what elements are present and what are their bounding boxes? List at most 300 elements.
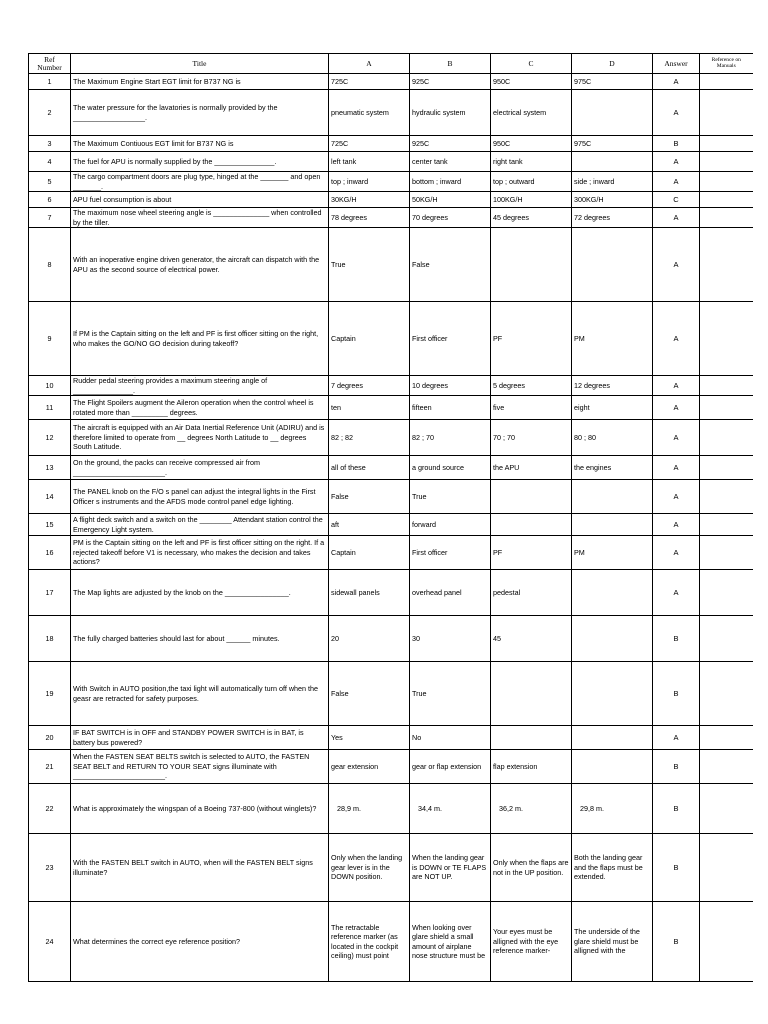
option-c [491, 902, 572, 982]
option-b [410, 480, 491, 514]
answer-cell [653, 456, 700, 480]
option-c-text: top ; outward [493, 176, 535, 186]
question-title-text: On the ground, the packs can receive compressed air from _______________________. [73, 458, 260, 477]
option-c [491, 784, 572, 834]
reference-cell [700, 514, 753, 536]
reference-cell [700, 74, 753, 90]
option-a [329, 726, 410, 750]
option-c [491, 834, 572, 902]
option-b-text: a ground source [412, 462, 464, 472]
question-title-text: When the FASTEN SEAT BELTS switch is selected to AUTO, the FASTEN SEAT BELT and RETURN TO YOUR SEAT signs illuminate with _______________________. [73, 752, 310, 781]
option-b [410, 152, 491, 172]
answer-cell-text: C [673, 194, 679, 204]
table-row [29, 784, 753, 834]
question-number-text: 13 [45, 462, 54, 472]
option-b [410, 420, 491, 456]
option-b-text: 30 [412, 633, 420, 643]
option-a [329, 90, 410, 136]
question-number [29, 570, 71, 616]
reference-cell [700, 192, 753, 208]
option-b-text: fifteen [412, 402, 432, 412]
reference-cell [700, 750, 753, 784]
question-title [71, 662, 329, 726]
reference-cell [700, 662, 753, 726]
option-a [329, 834, 410, 902]
option-a-text: pneumatic system [331, 107, 389, 117]
option-c-text: 950C [493, 138, 511, 148]
option-c-text: electrical system [493, 107, 547, 117]
option-c [491, 302, 572, 376]
question-title-text: The Map lights are adjusted by the knob on the ________________. [73, 587, 291, 597]
option-c [491, 420, 572, 456]
option-c [491, 90, 572, 136]
option-d [572, 536, 653, 570]
option-a-text: The retractable reference marker (as located in the cockpit ceiling) must point [331, 922, 399, 960]
reference-cell [700, 90, 753, 136]
reference-cell [700, 536, 753, 570]
table-row [29, 902, 753, 982]
question-number-text: 18 [45, 633, 54, 643]
option-a [329, 570, 410, 616]
answer-cell-text: A [673, 547, 679, 557]
option-c-text: PF [493, 547, 503, 557]
option-b [410, 396, 491, 420]
question-title [71, 74, 329, 90]
option-c [491, 208, 572, 228]
question-number [29, 834, 71, 902]
answer-cell [653, 784, 700, 834]
option-b [410, 902, 491, 982]
answer-cell-text: A [673, 107, 679, 117]
option-a [329, 420, 410, 456]
question-number-text: 14 [45, 491, 54, 501]
question-title [71, 136, 329, 152]
option-c-text: 36,2 m. [499, 803, 523, 813]
question-number-text: 19 [45, 688, 54, 698]
option-a-text: Only when the landing gear lever is in the DOWN position. [331, 853, 403, 882]
answer-cell-text: B [673, 633, 679, 643]
header-option-a: A [329, 54, 410, 74]
option-b [410, 376, 491, 396]
question-title [71, 570, 329, 616]
question-title-text: With the FASTEN BELT switch in AUTO, when will the FASTEN BELT signs illuminate? [73, 858, 313, 877]
option-d [572, 902, 653, 982]
question-title [71, 208, 329, 228]
option-d-text: 29,8 m. [580, 803, 604, 813]
option-b-text: 925C [412, 76, 430, 86]
question-number [29, 784, 71, 834]
table-row [29, 480, 753, 514]
question-title-text: Rudder pedal steering provides a maximum steering angle of _______________. [73, 376, 268, 395]
question-title-text: The maximum nose wheel steering angle is ______________ when controlled by the tiller. [73, 208, 322, 227]
option-b-text: bottom ; inward [412, 176, 462, 186]
option-c-text: 950C [493, 76, 511, 86]
option-b-text: 34,4 m. [418, 803, 442, 813]
answer-cell-text: A [673, 380, 679, 390]
option-a-text: 20 [331, 633, 339, 643]
question-title [71, 902, 329, 982]
option-d [572, 616, 653, 662]
question-number-text: 4 [47, 156, 52, 166]
answer-cell [653, 514, 700, 536]
header-ref-number: Ref Number [29, 54, 71, 74]
header-reference: Reference on Manuals [700, 54, 753, 74]
option-a [329, 302, 410, 376]
option-a-text: 82 ; 82 [331, 432, 353, 442]
option-b [410, 662, 491, 726]
question-title [71, 456, 329, 480]
question-number-text: 5 [47, 176, 52, 186]
option-a [329, 750, 410, 784]
question-title [71, 302, 329, 376]
header-option-b: B [410, 54, 491, 74]
answer-cell-text: B [673, 803, 679, 813]
answer-cell [653, 302, 700, 376]
answer-cell [653, 480, 700, 514]
question-number [29, 172, 71, 192]
answer-cell [653, 74, 700, 90]
option-b-text: First officer [412, 547, 448, 557]
option-b [410, 192, 491, 208]
option-a-text: sidewall panels [331, 587, 380, 597]
reference-cell [700, 136, 753, 152]
option-b-text: True [412, 688, 427, 698]
question-title [71, 420, 329, 456]
table-row [29, 74, 753, 90]
question-number-text: 7 [47, 212, 52, 222]
option-b [410, 172, 491, 192]
answer-cell [653, 172, 700, 192]
question-title-text: With Switch in AUTO position,the taxi light will automatically turn off when the geasr are retracted for safety purposes. [73, 684, 319, 703]
option-b [410, 136, 491, 152]
question-title-text: With an inoperative engine driven generator, the aircraft can dispatch with the APU as the second source of electrical power. [73, 255, 320, 274]
question-number-text: 12 [45, 432, 54, 442]
option-c-text: 5 degrees [493, 380, 525, 390]
table-row [29, 228, 753, 302]
option-b [410, 750, 491, 784]
answer-cell [653, 536, 700, 570]
option-b-text: False [412, 259, 430, 269]
option-c-text: Your eyes must be alligned with the eye reference marker- [493, 927, 559, 956]
option-d [572, 192, 653, 208]
option-b [410, 456, 491, 480]
option-a [329, 376, 410, 396]
option-a [329, 228, 410, 302]
header-answer: Answer [653, 54, 700, 74]
option-b-text: hydraulic system [412, 107, 466, 117]
answer-cell-text: A [673, 156, 679, 166]
option-b-text: 925C [412, 138, 430, 148]
option-c-text: 45 [493, 633, 501, 643]
question-title-text: PM is the Captain sitting on the left and PF is first officer sitting on the right. If a rejected takeoff before V1 is necessary, who makes the decision and takes actions? [73, 538, 325, 567]
option-d [572, 480, 653, 514]
option-b [410, 514, 491, 536]
option-a-text: 30KG/H [331, 194, 357, 204]
option-c [491, 152, 572, 172]
answer-cell [653, 376, 700, 396]
reference-cell [700, 902, 753, 982]
option-c-text: 70 ; 70 [493, 432, 515, 442]
option-a-text: 28,9 m. [337, 803, 361, 813]
option-c [491, 192, 572, 208]
answer-cell-text: A [673, 212, 679, 222]
question-title-text: The cargo compartment doors are plug type, hinged at the _______ and open _______. [73, 172, 321, 191]
option-c [491, 74, 572, 90]
answer-cell-text: B [673, 688, 679, 698]
question-title-text: APU fuel consumption is about [73, 194, 172, 204]
question-number [29, 74, 71, 90]
answer-cell-text: A [673, 76, 679, 86]
option-d-text: eight [574, 402, 590, 412]
reference-cell [700, 456, 753, 480]
option-a-text: False [331, 688, 349, 698]
table-row [29, 172, 753, 192]
question-title [71, 172, 329, 192]
option-a [329, 192, 410, 208]
option-c-text: 100KG/H [493, 194, 523, 204]
answer-cell [653, 570, 700, 616]
option-a-text: all of these [331, 462, 366, 472]
question-title [71, 396, 329, 420]
question-number [29, 396, 71, 420]
option-b-text: gear or flap extension [412, 761, 482, 771]
option-d [572, 784, 653, 834]
table-row [29, 396, 753, 420]
table-row [29, 420, 753, 456]
option-a-text: 725C [331, 76, 349, 86]
question-title-text: IF BAT SWITCH is in OFF and STANDBY POWER SWITCH is in BAT, is battery bus powered? [73, 728, 304, 747]
option-a [329, 616, 410, 662]
question-title [71, 536, 329, 570]
option-c [491, 662, 572, 726]
question-number [29, 302, 71, 376]
answer-cell [653, 136, 700, 152]
option-b-text: No [412, 732, 422, 742]
option-b-text: When the landing gear is DOWN or TE FLAPS are NOT UP. [412, 853, 487, 882]
reference-cell [700, 834, 753, 902]
question-title [71, 514, 329, 536]
reference-cell [700, 172, 753, 192]
question-number [29, 726, 71, 750]
option-d [572, 228, 653, 302]
table-row [29, 834, 753, 902]
option-d-text: PM [574, 547, 585, 557]
reference-cell [700, 784, 753, 834]
answer-cell-text: A [673, 732, 679, 742]
question-title-text: The fully charged batteries should last for about ______ minutes. [73, 633, 280, 643]
option-d [572, 74, 653, 90]
question-title-text: What determines the correct eye reference position? [73, 936, 240, 946]
reference-cell [700, 420, 753, 456]
option-a [329, 902, 410, 982]
answer-cell [653, 396, 700, 420]
header-option-c: C [491, 54, 572, 74]
question-title [71, 616, 329, 662]
question-number-text: 24 [45, 936, 54, 946]
option-d [572, 514, 653, 536]
answer-cell-text: B [673, 761, 679, 771]
option-c [491, 726, 572, 750]
option-d-text: 975C [574, 138, 592, 148]
question-number [29, 90, 71, 136]
header-title: Title [71, 54, 329, 74]
option-a [329, 208, 410, 228]
option-a-text: Captain [331, 333, 356, 343]
answer-cell [653, 152, 700, 172]
option-d [572, 834, 653, 902]
option-d-text: 975C [574, 76, 592, 86]
option-c-text: flap extension [493, 761, 538, 771]
option-d-text: 300KG/H [574, 194, 604, 204]
option-b [410, 726, 491, 750]
table-row [29, 662, 753, 726]
question-number [29, 750, 71, 784]
option-c-text: five [493, 402, 505, 412]
answer-cell-text: A [673, 176, 679, 186]
option-a-text: top ; inward [331, 176, 369, 186]
question-title [71, 750, 329, 784]
answer-cell-text: A [673, 259, 679, 269]
reference-cell [700, 208, 753, 228]
question-number-text: 3 [47, 138, 52, 148]
question-number-text: 23 [45, 862, 54, 872]
option-d [572, 726, 653, 750]
option-a-text: 78 degrees [331, 212, 367, 222]
reference-cell [700, 302, 753, 376]
option-b-text: 70 degrees [412, 212, 448, 222]
option-b [410, 228, 491, 302]
header-option-d: D [572, 54, 653, 74]
option-a [329, 172, 410, 192]
option-d [572, 152, 653, 172]
question-title [71, 152, 329, 172]
question-number-text: 10 [45, 380, 54, 390]
question-title-text: What is approximately the wingspan of a Boeing 737-800 (without winglets)? [73, 803, 317, 813]
answer-cell [653, 726, 700, 750]
option-c [491, 750, 572, 784]
option-c [491, 536, 572, 570]
question-number-text: 21 [45, 761, 54, 771]
option-b-text: 82 ; 70 [412, 432, 434, 442]
question-number [29, 480, 71, 514]
table-row [29, 136, 753, 152]
option-a [329, 662, 410, 726]
option-a [329, 784, 410, 834]
option-c [491, 456, 572, 480]
header-row [29, 54, 753, 74]
question-title [71, 376, 329, 396]
question-number [29, 514, 71, 536]
option-a [329, 152, 410, 172]
question-number [29, 152, 71, 172]
option-a [329, 74, 410, 90]
option-d [572, 302, 653, 376]
option-d [572, 208, 653, 228]
answer-cell-text: A [673, 432, 679, 442]
question-title-text: The water pressure for the lavatories is normally provided by the __________________. [73, 103, 278, 122]
question-number-text: 22 [45, 803, 54, 813]
option-d [572, 420, 653, 456]
question-number-text: 15 [45, 519, 54, 529]
option-b [410, 834, 491, 902]
option-d-text: 80 ; 80 [574, 432, 596, 442]
table-row [29, 90, 753, 136]
option-b [410, 570, 491, 616]
question-number-text: 6 [47, 194, 52, 204]
option-c [491, 228, 572, 302]
question-title-text: The PANEL knob on the F/O s panel can adjust the integral lights in the First Officer s instruments and the AFDS mode control panel edge lighting. [73, 487, 316, 506]
option-a [329, 136, 410, 152]
reference-cell [700, 228, 753, 302]
option-d [572, 376, 653, 396]
option-d-text: The underside of the glare shield must be alligned with the [574, 927, 640, 956]
question-number-text: 20 [45, 732, 54, 742]
reference-cell [700, 396, 753, 420]
table-row [29, 302, 753, 376]
question-number-text: 1 [47, 76, 52, 86]
question-number [29, 456, 71, 480]
option-d-text: PM [574, 333, 585, 343]
option-c [491, 480, 572, 514]
option-a [329, 456, 410, 480]
option-b [410, 784, 491, 834]
option-a-text: ten [331, 402, 341, 412]
option-d-text: Both the landing gear and the flaps must be extended. [574, 853, 643, 882]
table-row [29, 208, 753, 228]
question-title [71, 228, 329, 302]
table-row [29, 514, 753, 536]
table-row [29, 536, 753, 570]
option-c-text: 45 degrees [493, 212, 529, 222]
answer-cell-text: A [673, 519, 679, 529]
reference-cell [700, 726, 753, 750]
option-d-text: side ; inward [574, 176, 615, 186]
question-number-text: 2 [47, 107, 52, 117]
option-b [410, 208, 491, 228]
option-a-text: left tank [331, 156, 357, 166]
option-b-text: First officer [412, 333, 448, 343]
answer-cell-text: A [673, 491, 679, 501]
question-number [29, 376, 71, 396]
option-c-text: PF [493, 333, 503, 343]
question-number [29, 136, 71, 152]
reference-cell [700, 376, 753, 396]
answer-cell-text: A [673, 402, 679, 412]
option-d [572, 396, 653, 420]
question-title-text: The fuel for APU is normally supplied by the _______________. [73, 156, 277, 166]
option-c-text: pedestal [493, 587, 521, 597]
question-number-text: 9 [47, 333, 52, 343]
table-row [29, 192, 753, 208]
answer-cell [653, 902, 700, 982]
question-number-text: 17 [45, 587, 54, 597]
question-title-text: The Maximum Contiuous EGT limit for B737 NG is [73, 138, 234, 148]
table-row [29, 152, 753, 172]
answer-cell [653, 420, 700, 456]
option-c-text: Only when the flaps are not in the UP position. [493, 858, 569, 877]
reference-cell [700, 616, 753, 662]
option-b-text: True [412, 491, 427, 501]
reference-cell [700, 152, 753, 172]
question-number [29, 616, 71, 662]
question-title [71, 726, 329, 750]
option-b-text: forward [412, 519, 436, 529]
option-a [329, 536, 410, 570]
option-a-text: False [331, 491, 349, 501]
option-d [572, 456, 653, 480]
answer-cell [653, 90, 700, 136]
table-row [29, 750, 753, 784]
